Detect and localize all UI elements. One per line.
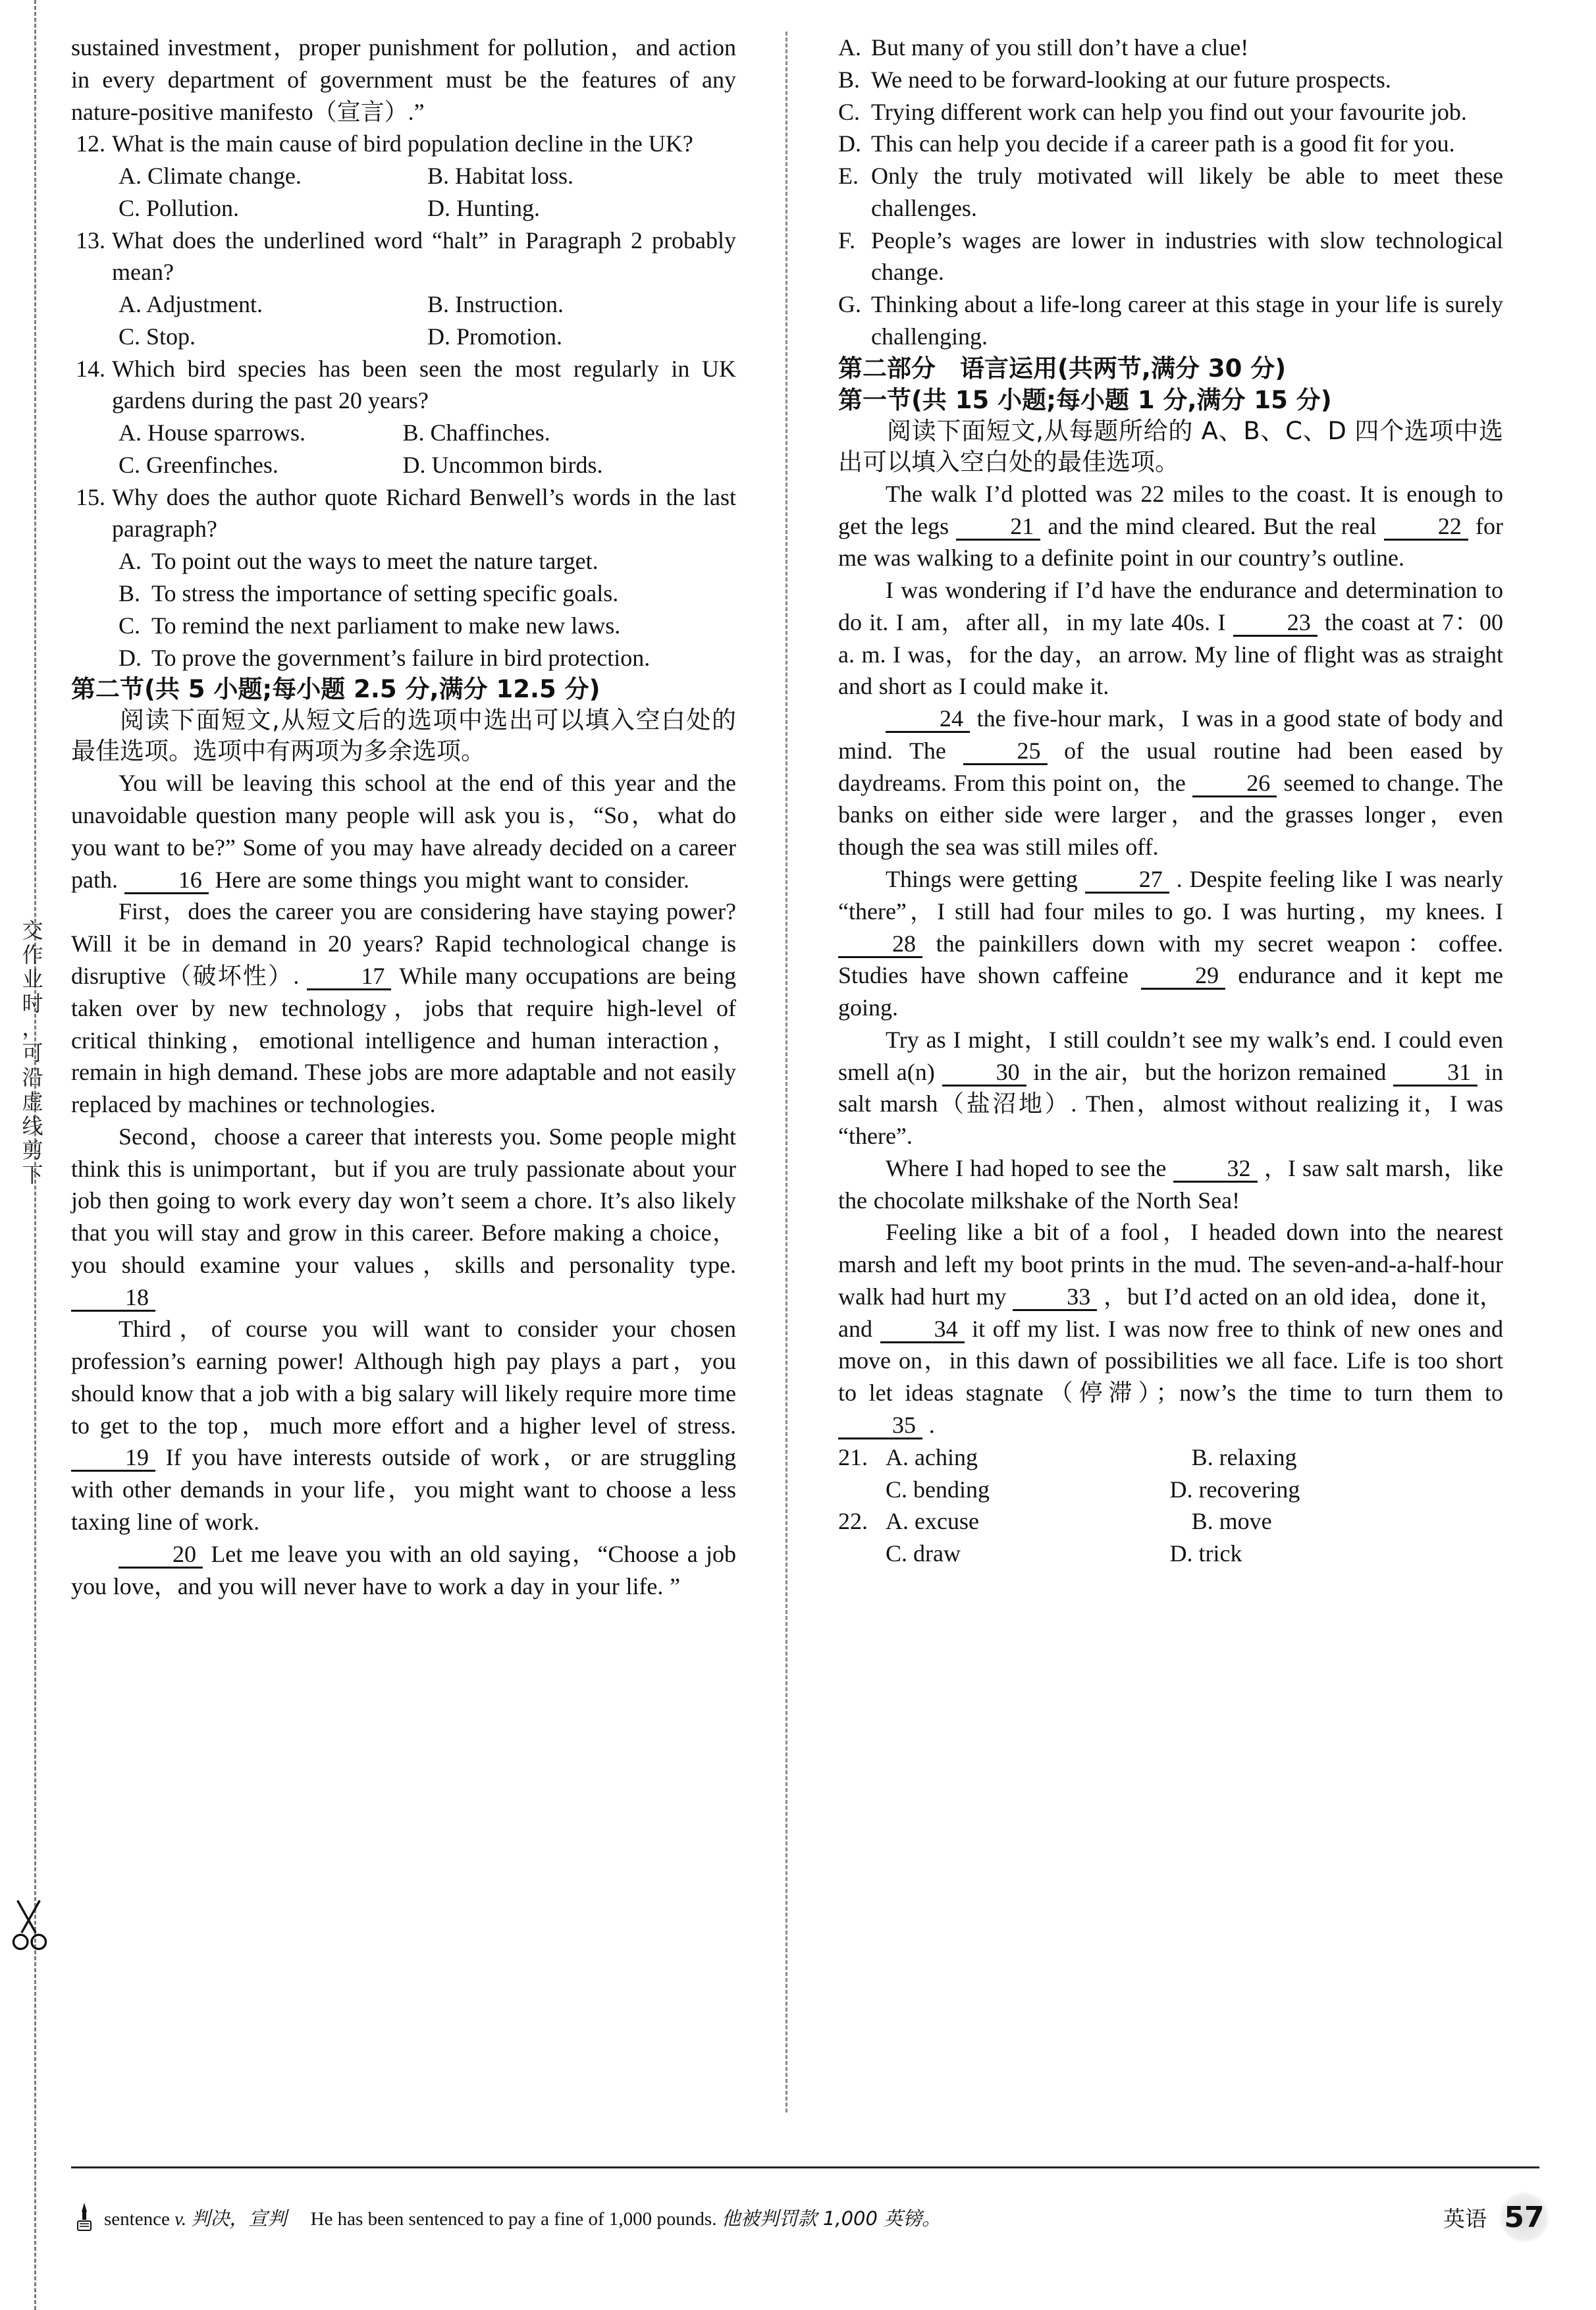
- cloze-blank-29[interactable]: 29: [1141, 963, 1225, 990]
- cloze-blank-33[interactable]: 33: [1013, 1285, 1097, 1311]
- cloze-option-d[interactable]: D. recovering: [1169, 1476, 1300, 1503]
- question-number: 14.: [76, 355, 105, 382]
- cloze-number: 22.: [838, 1508, 868, 1535]
- reading-passage-left: [71, 767, 736, 1602]
- question-15: [71, 481, 736, 546]
- cloze-blank-23[interactable]: 23: [1233, 610, 1317, 637]
- cloze-blank-25[interactable]: 25: [963, 739, 1048, 765]
- margin-note-char: 可: [22, 1040, 44, 1065]
- cloze-blank-22[interactable]: 22: [1384, 514, 1468, 541]
- cloze-question-21: [838, 1441, 1503, 1474]
- choice-a[interactable]: [838, 32, 1503, 64]
- question-12-options-row-2: [71, 192, 736, 225]
- question-14: [71, 353, 736, 417]
- scissors-icon: [9, 1896, 50, 1957]
- choice-g[interactable]: [838, 288, 1503, 353]
- question-15-option-c[interactable]: [71, 610, 736, 642]
- option-a[interactable]: A. House sparrows.: [119, 419, 306, 446]
- column-divider: [785, 32, 787, 2112]
- question-stem: Why does the author quote Richard Benwell’s words in the last paragraph?: [112, 483, 736, 543]
- margin-note-char: ，: [22, 1015, 44, 1041]
- margin-note-char: 作: [22, 942, 44, 968]
- cloze-blank-34[interactable]: 34: [880, 1317, 965, 1343]
- footer-rule: [71, 2166, 1539, 2168]
- passage-paragraph: I was wondering if I’d have the endurance and determination to do it. I am，after all，in my late 40s. I 23 the coast at 7：00 a. m. I was，for the day，an arrow. My line of flight was as straight and short as I could make it.: [838, 577, 1503, 700]
- passage-paragraph: First，does the career you are considering have staying power? Will it be in demand in 20 years? Rapid technological change is disruptive（破坏性）. 17 While many occupations are being taken over by new technology，jobs that require high-level of critical thinking，emotional intelligence and human interaction，remain in high demand. These jobs are more adaptable and not easily replaced by machines or technologies.: [71, 898, 736, 1118]
- cloze-question-22: [838, 1505, 1503, 1538]
- cloze-option-b[interactable]: B. relaxing: [1191, 1443, 1297, 1470]
- question-14-options-row-2: [71, 449, 736, 481]
- cloze-blank-16[interactable]: 16: [124, 868, 209, 894]
- cloze-blank-19[interactable]: 19: [71, 1445, 155, 1472]
- option-label: B.: [119, 580, 141, 607]
- margin-note-char: 业: [22, 967, 44, 992]
- option-text: To point out the ways to meet the nature target.: [151, 548, 598, 575]
- margin-note-char: 线: [22, 1113, 44, 1139]
- passage-paragraph: Third，of course you will want to consider your chosen profession’s earning power! Although high pay plays a part，you should know that a job with a big salary will likely require more time to get to the top，much more effort and a higher level of stress. 19 If you have interests outside of work，or are struggling with other demands in your life，you might want to choose a less taxing line of work.: [71, 1316, 736, 1535]
- cloze-directions: 阅读下面短文,从每题所给的 A、B、C、D 四个选项中选出可以填入空白处的最佳选项。: [838, 416, 1503, 476]
- choice-label: G.: [838, 291, 861, 318]
- choice-d[interactable]: [838, 128, 1503, 160]
- question-15-option-a[interactable]: [71, 545, 736, 578]
- option-d[interactable]: D. Uncommon birds.: [402, 451, 603, 478]
- cloze-blank-18[interactable]: 18: [71, 1285, 155, 1312]
- question-stem: Which bird species has been seen the most regularly in UK gardens during the past 20 years?: [112, 355, 736, 414]
- question-15-option-d[interactable]: [71, 642, 736, 674]
- option-text: To stress the importance of setting specific goals.: [151, 580, 619, 607]
- choice-text: But many of you still don’t have a clue!: [871, 34, 1249, 61]
- passage-tail: sustained investment，proper punishment for pollution，and action in every department of government must be the features of any nature-positive manifesto（宣言）.”: [71, 34, 736, 125]
- question-12: [71, 128, 736, 160]
- option-c[interactable]: C. Pollution.: [119, 194, 240, 221]
- section-directions: 阅读下面短文,从短文后的选项中选出可以填入空白处的最佳选项。选项中有两项为多余选项。: [71, 706, 736, 766]
- cloze-passage: [838, 478, 1503, 1441]
- margin-note-char: 剪: [22, 1137, 44, 1163]
- choice-b[interactable]: [838, 64, 1503, 96]
- passage-paragraph: The walk I’d plotted was 22 miles to the coast. It is enough to get the legs 21 and the mind cleared. But the real 22 for me was walking to a definite point in our country’s outline.: [838, 480, 1503, 572]
- option-a[interactable]: A. Adjustment.: [119, 291, 263, 318]
- option-b[interactable]: B. Instruction.: [427, 291, 564, 318]
- footnote-text: [104, 2204, 1443, 2231]
- cloze-option-c[interactable]: C. draw: [886, 1540, 961, 1567]
- question-stem: What does the underlined word “halt” in Paragraph 2 probably mean?: [112, 227, 736, 286]
- choice-label: B.: [838, 66, 861, 93]
- pen-icon: [71, 2201, 97, 2233]
- question-14-options-row-1: [71, 417, 736, 449]
- cloze-question-21-row2: [838, 1474, 1503, 1506]
- cloze-blank-30[interactable]: 30: [942, 1060, 1026, 1087]
- passage-paragraph: Feeling like a bit of a fool，I headed down into the nearest marsh and left my boot prints in the mud. The seven-and-a-half-hour walk had hurt my 33 ，but I’d acted on an old idea，done it，and 34 it off my list. I was now free to think of new ones and move on，in this dawn of possibilities we all face. Life is too short to let ideas stagnate（停滞）；now’s the time to turn them to 35 .: [838, 1219, 1503, 1439]
- page-number-text: 57: [1504, 2200, 1545, 2234]
- cloze-blank-21[interactable]: 21: [956, 514, 1040, 541]
- option-text: To prove the government’s failure in bird protection.: [151, 644, 651, 671]
- right-column: [838, 32, 1503, 1570]
- footer: [71, 2191, 1550, 2243]
- cloze-option-a[interactable]: A. excuse: [886, 1508, 979, 1535]
- choice-label: A.: [838, 34, 861, 61]
- passage-paragraph: Try as I might，I still couldn’t see my walk’s end. I could even smell a(n) 30 in the air，but the horizon remained 31 in salt marsh（盐沼地）. Then，almost without realizing it，I was “there”.: [838, 1026, 1503, 1150]
- cloze-blank-31[interactable]: 31: [1393, 1060, 1477, 1087]
- question-13-options-row-1: [71, 288, 736, 321]
- cloze-option-d[interactable]: D. trick: [1169, 1540, 1242, 1567]
- footnote-pos: v.: [174, 2208, 187, 2230]
- option-label: C.: [119, 612, 141, 639]
- choice-text: Trying different work can help you find out your favourite job.: [871, 98, 1467, 125]
- question-12-options-row-1: [71, 160, 736, 192]
- subject-label: 英语: [1443, 2205, 1487, 2232]
- two-column-body: [71, 32, 1553, 2132]
- cloze-blank-20[interactable]: 20: [119, 1542, 203, 1569]
- option-b[interactable]: B. Habitat loss.: [427, 163, 573, 190]
- choice-label: E.: [838, 163, 859, 190]
- section-heading-part2-section1: 第一节(共 15 小题;每小题 1 分,满分 15 分): [838, 385, 1332, 414]
- cloze-question-22-row2: [838, 1538, 1503, 1570]
- footnote-example-cn: 他被判罚款 1,000 英镑。: [721, 2207, 942, 2230]
- question-13-options-row-2: [71, 321, 736, 353]
- question-number: 12.: [76, 130, 105, 157]
- choice-text: This can help you decide if a career path is a good fit for you.: [871, 130, 1455, 157]
- cloze-option-b[interactable]: B. move: [1191, 1508, 1272, 1535]
- passage-paragraph: You will be leaving this school at the end of this year and the unavoidable question many people will ask you is，“So，what do you want to be?” Some of you may have already decided on a career path. 16 Here are some things you might want to consider.: [71, 770, 736, 893]
- question-number: 13.: [76, 227, 105, 254]
- passage-paragraph: Second，choose a career that interests you. Some people might think this is unimportant，but if you are truly passionate about your job then going to work every day won’t seem a chore. It’s also likely that you will stay and grow in this career. Before making a choice，you should examine your values，skills and personality type. 18: [71, 1123, 736, 1310]
- part-heading-part2: 第二部分 语言运用(共两节,满分 30 分): [838, 354, 1287, 383]
- cloze-blank-24[interactable]: 24: [886, 707, 970, 733]
- left-column: [71, 32, 736, 1602]
- option-a[interactable]: A. Climate change.: [119, 163, 302, 190]
- page-number: [1499, 2191, 1550, 2243]
- section-heading-part1-section2: 第二节(共 5 小题;每小题 2.5 分,满分 12.5 分): [71, 675, 600, 704]
- question-15-option-b[interactable]: [71, 578, 736, 610]
- passage-paragraph: 24 the five-hour mark，I was in a good state of body and mind. The 25 of the usual routine had been eased by daydreams. From this point on，the 26 seemed to change. The banks on either side were larger，and the grasses longer，even though the sea was still miles off.: [838, 705, 1503, 861]
- margin-note-char: 下: [22, 1162, 44, 1188]
- margin-note-vertical: [14, 919, 51, 1187]
- option-label: A.: [119, 548, 142, 575]
- question-stem: What is the main cause of bird population decline in the UK?: [112, 130, 693, 157]
- option-b[interactable]: B. Chaffinches.: [402, 419, 550, 446]
- footnote-example-en: He has been sentenced to pay a fine of 1,000 pounds.: [310, 2208, 717, 2230]
- cloze-blank-32[interactable]: 32: [1173, 1156, 1258, 1183]
- option-d[interactable]: D. Hunting.: [427, 194, 540, 221]
- option-text: To remind the next parliament to make new laws.: [151, 612, 621, 639]
- cloze-blank-27[interactable]: 27: [1085, 867, 1169, 894]
- choice-c[interactable]: [838, 96, 1503, 128]
- choice-label: C.: [838, 98, 861, 125]
- footnote-gloss: 判决，宣判: [191, 2207, 287, 2230]
- cloze-option-a[interactable]: A. aching: [886, 1443, 978, 1470]
- margin-note-char: 时: [22, 991, 44, 1017]
- choice-label: D.: [838, 130, 861, 157]
- choice-label: F.: [838, 227, 856, 254]
- cloze-blank-26[interactable]: 26: [1192, 771, 1277, 797]
- question-number: 15.: [76, 483, 105, 510]
- option-d[interactable]: D. Promotion.: [427, 323, 563, 350]
- cloze-number: 21.: [838, 1443, 868, 1470]
- cloze-option-c[interactable]: C. bending: [886, 1476, 990, 1503]
- choice-text: Thinking about a life-long career at this stage in your life is surely challenging.: [871, 291, 1503, 350]
- margin-note-char: 沿: [22, 1064, 44, 1090]
- cloze-blank-17[interactable]: 17: [307, 964, 391, 990]
- choice-text: People’s wages are lower in industries with slow technological change.: [871, 227, 1503, 286]
- passage-paragraph: Things were getting 27 . Despite feeling like I was nearly “there”，I still had four miles to go. I was hurting，my knees. I 28 the painkillers down with my secret weapon：coffee. Studies have shown caffeine 29 endurance and it kept me going.: [838, 866, 1503, 1021]
- margin-note-char: 虚: [22, 1088, 44, 1114]
- passage-paragraph: 20 Let me leave you with an old saying，“Choose a job you love，and you will never have to work a day in your life. ”: [71, 1540, 736, 1599]
- choice-text: Only the truly motivated will likely be able to meet these challenges.: [871, 163, 1503, 221]
- choice-f[interactable]: [838, 225, 1503, 289]
- option-c[interactable]: C. Greenfinches.: [119, 451, 279, 478]
- choice-text: We need to be forward-looking at our future prospects.: [871, 66, 1391, 93]
- margin-note-char: 交: [22, 918, 44, 943]
- choice-e[interactable]: [838, 160, 1503, 225]
- cloze-blank-28[interactable]: 28: [838, 932, 922, 958]
- question-13: [71, 225, 736, 289]
- cloze-blank-35[interactable]: 35: [838, 1413, 922, 1439]
- footnote-entry: sentence: [104, 2208, 170, 2230]
- passage-paragraph: Where I had hoped to see the 32 ，I saw salt marsh，like the chocolate milkshake of the North Sea!: [838, 1154, 1503, 1214]
- option-c[interactable]: C. Stop.: [119, 323, 196, 350]
- option-label: D.: [119, 644, 142, 671]
